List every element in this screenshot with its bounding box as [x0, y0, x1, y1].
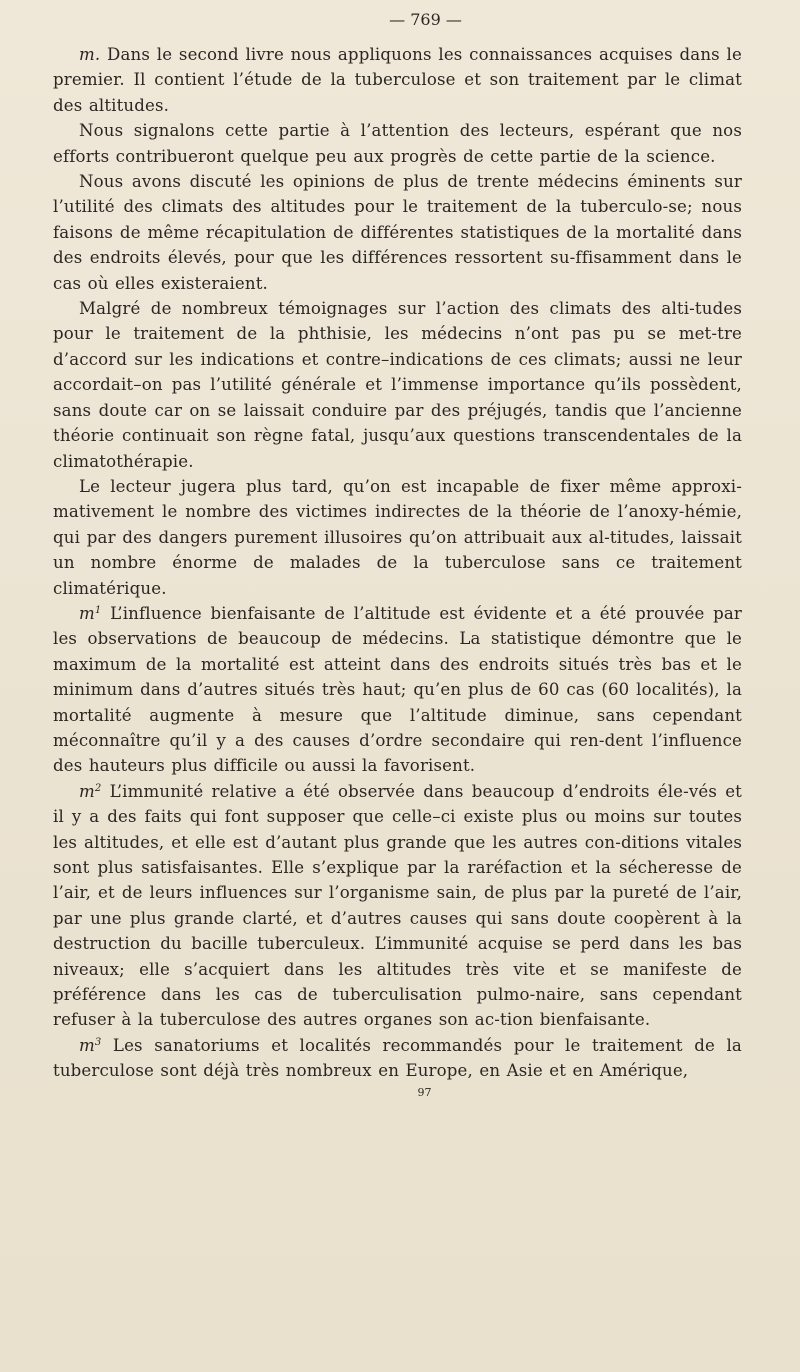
- paragraph: [53, 42, 742, 118]
- paragraph-text: L’immunité relative a été observée dans beaucoup d’endroits éle-vés et il y a des faits qui font supposer que celle–ci existe plus ou moins sur toutes les altitudes, et elle est d’autant plus grande que les autres con-ditions vitales sont plus satisfaisantes. Elle s’explique par la raréfaction et la sécheresse de l’air, et de leurs influences sur l’organisme sain, de plus par la pureté de l’air, par une plus grande clarté, et d’autres causes qui sans doute coopèrent à la destruction du bacille tuberculeux. L’immunité acquise se perd dans les bas niveaux; elle s’acquiert dans les altitudes très vite et se manifeste de préférence dans les cas de tuberculisation pulmo-naire, sans cependant refuser à la tuberculose des autres organes son ac-tion bienfaisante.: [53, 781, 742, 1030]
- paragraph-marker: $m^2$: [79, 781, 102, 801]
- paragraph: [53, 601, 742, 779]
- paragraph: [53, 296, 742, 474]
- paragraph-marker: $m^1$: [79, 603, 102, 623]
- paragraph-text: Nous signalons cette partie à l’attention des lecteurs, espérant que nos efforts contribueront quelque peu aux progrès de cette partie de la science.: [53, 121, 742, 166]
- paragraph: [53, 169, 742, 296]
- paragraph-text: Dans le second livre nous appliquons les connaissances acquises dans le premier. Il contient l’étude de la tuberculose et son traitement par le climat des altitudes.: [53, 45, 742, 115]
- paragraph-marker: $m^3$: [79, 1035, 102, 1055]
- paragraph-text: Malgré de nombreux témoignages sur l’action des climats des alti-tudes pour le traitement de la phthisie, les médecins n’ont pas pu se met-tre d’accord sur les indications et contre–indications de ces climats; aussi ne leur accordait–on pas l’utilité générale et l’immense importance qu’ils possèdent, sans doute car on se laissait conduire par des préjugés, tandis que l’ancienne théorie continuait son règne fatal, jusqu’aux questions transcendentales de la climatothérapie.: [53, 299, 742, 471]
- page-number: — 769 —: [389, 10, 462, 29]
- signature-mark: 97: [417, 1085, 432, 1099]
- paragraph-text: Nous avons discuté les opinions de plus de trente médecins éminents sur l’utilité des climats des altitudes pour le traitement de la tuberculo-se; nous faisons de même récapitulation de différentes statistiques de la mortalité dans des endroits élevés, pour que les différences ressortent su-ffisamment dans le cas où elles existeraient.: [53, 172, 742, 293]
- body-text: [53, 42, 742, 1084]
- paragraph: [53, 1033, 742, 1084]
- paragraph: [53, 779, 742, 1033]
- paragraph-text: Les sanatoriums et localités recommandés pour le traitement de la tuberculose sont déjà très nombreux en Europe, en Asie et en Amérique,: [53, 1035, 742, 1081]
- paragraph-text: L’influence bienfaisante de l’altitude est évidente et a été prouvée par les observations de beaucoup de médecins. La statistique démontre que le maximum de la mortalité est atteint dans des endroits situés très bas et le minimum dans d’autres situés très haut; qu’en plus de 60 cas (60 localités), la mortalité augmente à mesure que l’altitude diminue, sans cependant méconnaître qu’il y a des causes d’ordre secondaire qui ren-dent l’influence des hauteurs plus difficile ou aussi la favorisent.: [53, 603, 742, 776]
- paragraph: [53, 474, 742, 601]
- paragraph-text: Le lecteur jugera plus tard, qu’on est incapable de fixer même approxi-mativement le nombre des victimes indirectes de la théorie de l’anoxy-hémie, qui par des dangers purement illusoires qu’on attribuait aux al-titudes, laissait un nombre énorme de malades de la tuberculose sans ce traitement climatérique.: [53, 476, 742, 598]
- paragraph: [53, 118, 742, 169]
- paragraph-marker: m.: [79, 45, 101, 64]
